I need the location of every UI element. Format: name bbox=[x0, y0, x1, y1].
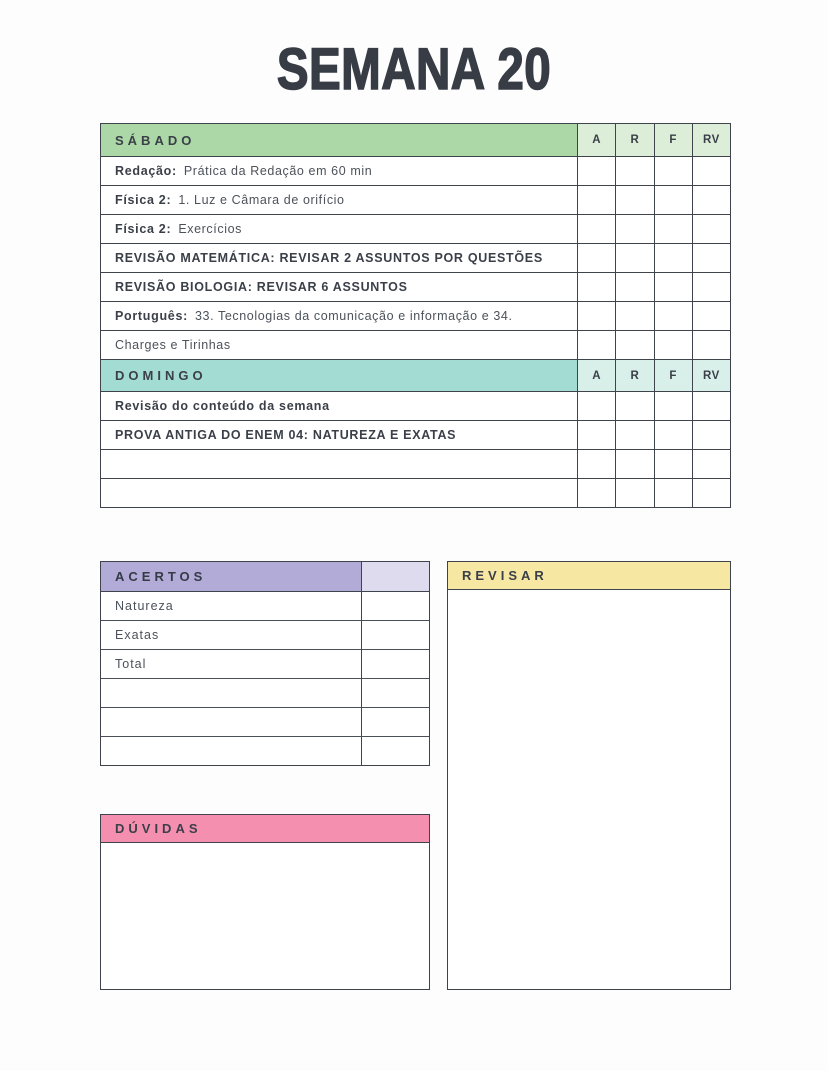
acertos-value-cell[interactable] bbox=[361, 679, 429, 707]
task-description: Charges e Tirinhas bbox=[115, 338, 231, 352]
acertos-header-row bbox=[101, 562, 429, 591]
acertos-value-cell[interactable] bbox=[361, 650, 429, 678]
checkbox-cell-f[interactable] bbox=[654, 479, 692, 507]
checkbox-cell-rv[interactable] bbox=[692, 331, 730, 359]
checkbox-cell-a[interactable] bbox=[577, 450, 615, 478]
checkbox-cell-r[interactable] bbox=[615, 479, 653, 507]
acertos-row-label: Natureza bbox=[115, 599, 174, 613]
task-row bbox=[101, 272, 730, 301]
checkbox-cell-a[interactable] bbox=[577, 215, 615, 243]
task-subject: Física 2: bbox=[115, 193, 172, 207]
task-subject: Revisão do conteúdo da semana bbox=[115, 399, 330, 413]
task-description: Exercícios bbox=[178, 222, 242, 236]
task-subject: Física 2: bbox=[115, 222, 172, 236]
task-row bbox=[101, 391, 730, 420]
acertos-table bbox=[100, 561, 430, 766]
checkbox-cell-r[interactable] bbox=[615, 244, 653, 272]
acertos-row bbox=[101, 649, 429, 678]
checkbox-cell-r[interactable] bbox=[615, 186, 653, 214]
checkbox-cell-a[interactable] bbox=[577, 157, 615, 185]
task-label bbox=[101, 392, 577, 420]
acertos-value-cell[interactable] bbox=[361, 708, 429, 736]
checkbox-cell-rv[interactable] bbox=[692, 244, 730, 272]
duvidas-notes-area[interactable] bbox=[100, 843, 430, 990]
acertos-row-label: Exatas bbox=[115, 628, 160, 642]
acertos-value-cell[interactable] bbox=[361, 621, 429, 649]
task-label bbox=[101, 215, 577, 243]
revisar-panel bbox=[447, 561, 731, 990]
task-subject: REVISÃO BIOLOGIA: REVISAR 6 ASSUNTOS bbox=[115, 280, 408, 294]
checkbox-cell-f[interactable] bbox=[654, 186, 692, 214]
checkbox-cell-r[interactable] bbox=[615, 331, 653, 359]
checkbox-cell-rv[interactable] bbox=[692, 215, 730, 243]
revisar-notes-area[interactable] bbox=[447, 590, 731, 990]
task-subject: REVISÃO MATEMÁTICA: REVISAR 2 ASSUNTOS POR QUESTÕES bbox=[115, 251, 543, 265]
acertos-row bbox=[101, 591, 429, 620]
column-header-f: F bbox=[654, 124, 692, 156]
saturday-header-row bbox=[101, 124, 730, 156]
checkbox-cell-rv[interactable] bbox=[692, 450, 730, 478]
acertos-row-empty bbox=[101, 678, 429, 707]
checkbox-cell-rv[interactable] bbox=[692, 392, 730, 420]
acertos-row-label[interactable] bbox=[101, 708, 361, 736]
task-label bbox=[101, 157, 577, 185]
revisar-header: REVISAR bbox=[447, 561, 731, 590]
acertos-row-empty bbox=[101, 707, 429, 736]
acertos-value-cell[interactable] bbox=[361, 737, 429, 765]
duvidas-header: DÚVIDAS bbox=[100, 814, 430, 843]
sunday-header-row bbox=[101, 359, 730, 391]
task-label bbox=[101, 186, 577, 214]
checkbox-cell-f[interactable] bbox=[654, 273, 692, 301]
checkbox-cell-r[interactable] bbox=[615, 421, 653, 449]
task-row bbox=[101, 185, 730, 214]
checkbox-cell-f[interactable] bbox=[654, 421, 692, 449]
task-row-empty bbox=[101, 478, 730, 507]
checkbox-cell-f[interactable] bbox=[654, 244, 692, 272]
weekly-schedule-table bbox=[100, 123, 731, 508]
task-label bbox=[101, 244, 577, 272]
saturday-section-title: SÁBADO bbox=[101, 124, 577, 156]
task-row-empty bbox=[101, 449, 730, 478]
sunday-section-title: DOMINGO bbox=[101, 360, 577, 391]
task-row bbox=[101, 420, 730, 449]
checkbox-cell-rv[interactable] bbox=[692, 302, 730, 330]
task-description: Prática da Redação em 60 min bbox=[183, 164, 373, 178]
acertos-row-label: Total bbox=[115, 657, 147, 671]
column-header-r: R bbox=[615, 124, 653, 156]
acertos-row-label[interactable] bbox=[101, 737, 361, 765]
checkbox-cell-rv[interactable] bbox=[692, 273, 730, 301]
checkbox-cell-f[interactable] bbox=[654, 392, 692, 420]
column-header-rv: RV bbox=[692, 360, 730, 391]
checkbox-cell-rv[interactable] bbox=[692, 421, 730, 449]
checkbox-cell-a[interactable] bbox=[577, 479, 615, 507]
checkbox-cell-r[interactable] bbox=[615, 392, 653, 420]
checkbox-cell-f[interactable] bbox=[654, 157, 692, 185]
task-row bbox=[101, 156, 730, 185]
checkbox-cell-f[interactable] bbox=[654, 215, 692, 243]
checkbox-cell-a[interactable] bbox=[577, 421, 615, 449]
checkbox-cell-r[interactable] bbox=[615, 450, 653, 478]
acertos-title: ACERTOS bbox=[101, 562, 361, 591]
checkbox-cell-a[interactable] bbox=[577, 302, 615, 330]
checkbox-cell-a[interactable] bbox=[577, 273, 615, 301]
checkbox-cell-f[interactable] bbox=[654, 450, 692, 478]
task-label bbox=[101, 421, 577, 449]
task-subject: PROVA ANTIGA DO ENEM 04: NATUREZA E EXATAS bbox=[115, 428, 457, 442]
checkbox-cell-r[interactable] bbox=[615, 273, 653, 301]
checkbox-cell-a[interactable] bbox=[577, 331, 615, 359]
task-label bbox=[101, 302, 577, 330]
task-subject: Português: bbox=[115, 309, 188, 323]
column-header-r: R bbox=[615, 360, 653, 391]
column-header-f: F bbox=[654, 360, 692, 391]
task-label bbox=[101, 331, 577, 359]
task-row bbox=[101, 243, 730, 272]
checkbox-cell-a[interactable] bbox=[577, 244, 615, 272]
checkbox-cell-rv[interactable] bbox=[692, 186, 730, 214]
checkbox-cell-a[interactable] bbox=[577, 392, 615, 420]
checkbox-cell-r[interactable] bbox=[615, 302, 653, 330]
column-header-a: A bbox=[577, 360, 615, 391]
checkbox-cell-f[interactable] bbox=[654, 302, 692, 330]
acertos-row bbox=[101, 620, 429, 649]
acertos-row-label[interactable] bbox=[101, 679, 361, 707]
task-label bbox=[101, 273, 577, 301]
duvidas-panel bbox=[100, 814, 430, 990]
checkbox-cell-rv[interactable] bbox=[692, 479, 730, 507]
column-header-rv: RV bbox=[692, 124, 730, 156]
task-row bbox=[101, 214, 730, 243]
task-description: 1. Luz e Câmara de orifício bbox=[178, 193, 345, 207]
task-row bbox=[101, 330, 730, 359]
page-title: SEMANA 20 bbox=[276, 37, 552, 102]
checkbox-cell-r[interactable] bbox=[615, 215, 653, 243]
checkbox-cell-f[interactable] bbox=[654, 331, 692, 359]
task-row bbox=[101, 301, 730, 330]
checkbox-cell-r[interactable] bbox=[615, 157, 653, 185]
acertos-header-value-cell bbox=[361, 562, 429, 591]
acertos-row-empty bbox=[101, 736, 429, 765]
task-label[interactable] bbox=[101, 450, 577, 478]
task-description: 33. Tecnologias da comunicação e informação e 34. bbox=[194, 309, 513, 323]
task-subject: Redação: bbox=[115, 164, 177, 178]
column-header-a: A bbox=[577, 124, 615, 156]
task-label[interactable] bbox=[101, 479, 577, 507]
checkbox-cell-rv[interactable] bbox=[692, 157, 730, 185]
checkbox-cell-a[interactable] bbox=[577, 186, 615, 214]
acertos-value-cell[interactable] bbox=[361, 592, 429, 620]
